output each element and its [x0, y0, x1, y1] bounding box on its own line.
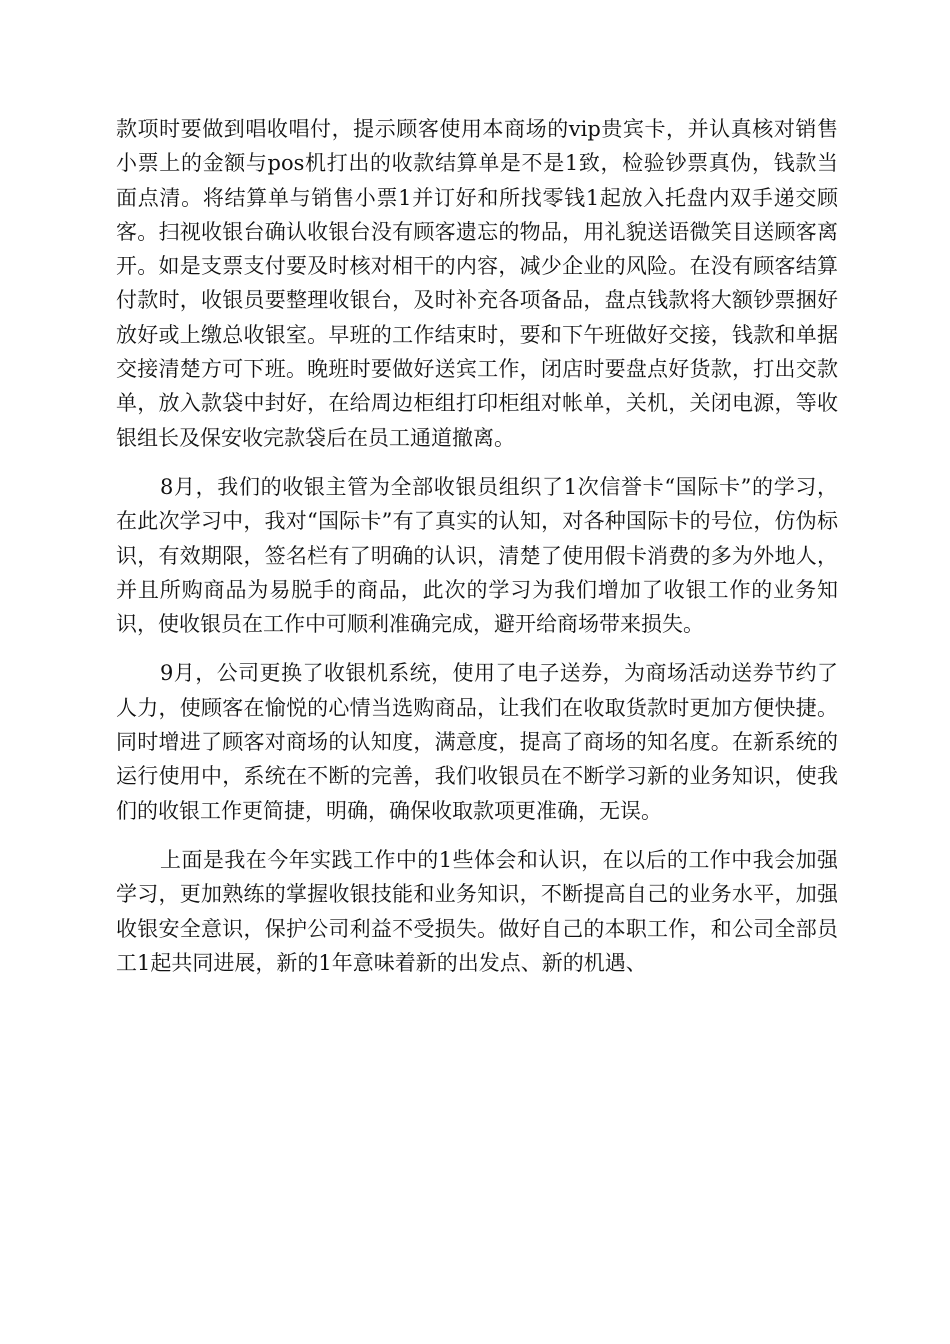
paragraph-september-system: 9月，公司更换了收银机系统，使用了电子送券，为商场活动送券节约了人力，使顾客在愉悦的心情当选购商品，让我们在收取货款时更加方便快捷。同时增进了顾客对商场的认知度，满意度，提高了商场的知名度。在新系统的运行使用中，系统在不断的完善，我们收银员在不断学习新的业务知识，使我们的收银工作更简捷，明确，确保收取款项更准确，无误。: [116, 661, 838, 823]
paragraph-summary: 上面是我在今年实践工作中的1些体会和认识，在以后的工作中我会加强学习，更加熟练的掌握收银技能和业务知识，不断提高自己的业务水平，加强收银安全意识，保护公司利益不受损失。做好自己的本职工作，和公司全部员工1起共同进展，新的1年意味着新的出发点、新的机遇、: [116, 847, 838, 975]
paragraph-continued: 款项时要做到唱收唱付，提示顾客使用本商场的vip贵宾卡，并认真核对销售小票上的金额与pos机打出的收款结算单是不是1致，检验钞票真伪，钱款当面点清。将结算单与销售小票1并订好和所找零钱1起放入托盘内双手递交顾客。扫视收银台确认收银台没有顾客遗忘的物品，用礼貌送语微笑目送顾客离开。如是支票支付要及时核对相干的内容，减少企业的风险。在没有顾客结算付款时，收银员要整理收银台，及时补充各项备品，盘点钱款将大额钞票捆好放好或上缴总收银室。早班的工作结束时，要和下午班做好交接，钱款和单据交接清楚方可下班。晚班时要做好送宾工作，闭店时要盘点好货款，打出交款单，放入款袋中封好，在给周边柜组打印柜组对帐单，关机，关闭电源，等收银组长及保安收完款袋后在员工通道撤离。: [116, 117, 838, 450]
document-page: [116, 112, 838, 980]
paragraph-august-training: 8月，我们的收银主管为全部收银员组织了1次信誉卡“国际卡”的学习，在此次学习中，我对“国际卡”有了真实的认知，对各种国际卡的号位，仿伪标识，有效期限，签名栏有了明确的认识，清楚了使用假卡消费的多为外地人，并且所购商品为易脱手的商品，此次的学习为我们增加了收银工作的业务知识，使收银员在工作中可顺利准确完成，避开给商场带来损失。: [116, 474, 838, 637]
